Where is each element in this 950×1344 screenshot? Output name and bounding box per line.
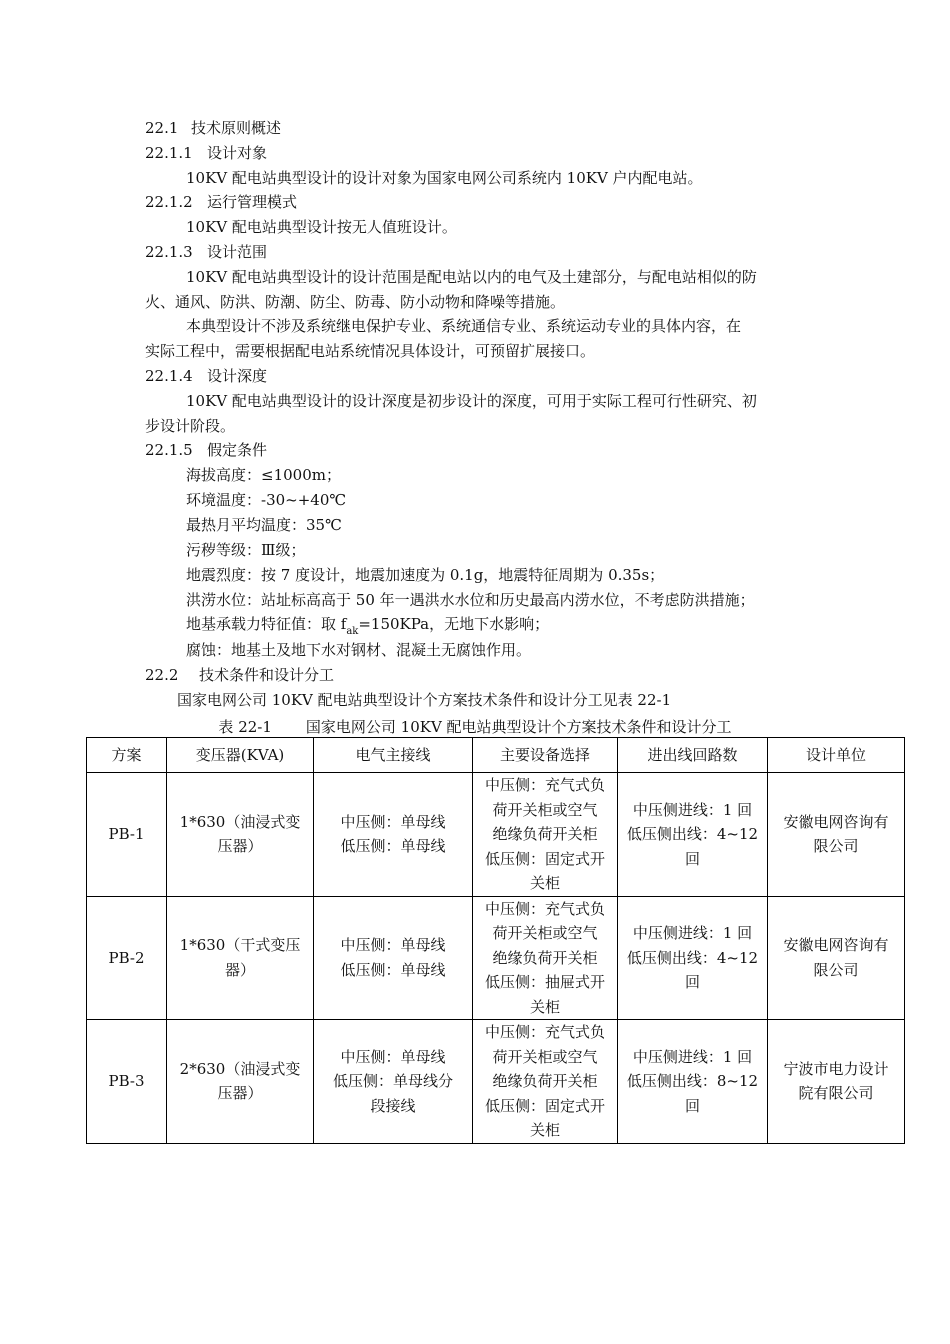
header-equipment: 主要设备选择 [473,738,618,773]
condition-item: 地震烈度：按 7 度设计，地震加速度为 0.1g，地震特征周期为 0.35s； [186,566,665,584]
cell-equipment [473,773,618,897]
cell-line: 低压侧出线：4~12 [626,948,759,967]
cell-line: 1*630（油浸式变 [179,812,301,831]
paragraph-line: 步设计阶段。 [145,417,236,435]
cell-line: 限公司 [813,960,859,979]
cell-line: 段接线 [370,1096,416,1115]
cell-line: 关柜 [529,874,560,892]
cell-line: 绝缘负荷开关柜 [492,825,598,843]
cell-line: 中压侧进线：1 回 [632,800,753,819]
heading-number: 22.1 [145,119,179,137]
cell-line: 安徽电网咨询有 [783,812,889,831]
paragraph-line: 实际工程中，需要根据配电站系统情况具体设计，可预留扩展接口。 [145,342,596,360]
heading-22-1-5 [145,440,267,460]
cell-line: 关柜 [529,997,560,1016]
heading-title: 技术原则概述 [191,119,282,137]
condition-item-bearing [186,614,549,637]
cell-line: 中压侧进线：1 回 [632,1047,753,1066]
table-caption-title: 国家电网公司 10KV 配电站典型设计个方案技术条件和设计分工 [305,718,732,736]
cell-line: 低压侧：固定式开 [484,1096,605,1115]
heading-22-1-1 [145,143,267,163]
condition-item: 环境温度：-30~+40℃ [186,491,347,509]
condition-item: 最热月平均温度：35℃ [186,516,342,534]
cell-line: 低压侧：单母线 [340,837,446,856]
header-transformer: 变压器(KVA) [167,738,314,773]
cell-scheme: PB-2 [87,896,167,1020]
table-caption-number: 表 22-1 [218,718,272,736]
cell-designer [768,1020,905,1144]
paragraph-line: 10KV 配电站典型设计的设计深度是初步设计的深度，可用于实际工程可行性研究、初 [186,392,757,410]
cell-wiring [314,1020,473,1144]
cell-line: 2*630（油浸式变 [179,1059,301,1078]
cell-line: 安徽电网咨询有 [783,936,889,955]
cell-line: 中压侧进线：1 回 [632,924,753,942]
cell-line: 低压侧：单母线 [340,960,446,979]
cell-line: 中压侧：单母线 [340,1047,446,1066]
header-wiring: 电气主接线 [314,738,473,773]
cell-line: 回 [684,1096,700,1115]
cell-line: 绝缘负荷开关柜 [492,1072,598,1090]
cell-equipment [473,1020,618,1144]
header-designer: 设计单位 [768,738,905,773]
cell-line: 低压侧：固定式开 [484,849,605,868]
cell-line: 荷开关柜或空气 [492,1047,598,1066]
heading-title: 设计对象 [207,144,268,162]
bearing-text: 地基承载力特征值：取 f [186,615,347,633]
cell-transformer [167,1020,314,1144]
cell-line: 荷开关柜或空气 [492,924,598,942]
heading-title: 技术条件和设计分工 [199,666,335,684]
heading-number: 22.1.3 [145,243,193,261]
bearing-subscript: ak [346,626,359,637]
cell-transformer [167,773,314,897]
table-row [87,1020,905,1144]
cell-circuits [618,773,768,897]
cell-line: 中压侧：单母线 [340,936,446,955]
cell-line: 低压侧出线：4~12 [626,825,759,843]
cell-line: 绝缘负荷开关柜 [492,948,598,967]
cell-circuits [618,1020,768,1144]
heading-title: 运行管理模式 [207,193,298,211]
cell-wiring [314,896,473,1020]
bearing-value: =150KPa，无地下水影响； [358,615,550,633]
cell-line: 院有限公司 [798,1084,874,1103]
heading-title: 假定条件 [207,441,268,459]
cell-scheme: PB-3 [87,1020,167,1144]
heading-number: 22.1.4 [145,367,193,385]
cell-line: 回 [684,849,700,868]
cell-line: 回 [684,973,700,991]
table-caption [0,717,950,737]
paragraph: 10KV 配电站典型设计按无人值班设计。 [186,218,457,236]
heading-number: 22.2 [145,666,179,684]
cell-line: 中压侧：单母线 [340,812,446,831]
cell-equipment [473,896,618,1020]
condition-item: 海拔高度：≤1000m； [186,466,341,484]
cell-designer [768,773,905,897]
cell-line: 压器） [217,837,263,856]
cell-designer [768,896,905,1020]
condition-item: 腐蚀：地基土及地下水对钢材、混凝土无腐蚀作用。 [186,641,532,659]
paragraph: 国家电网公司 10KV 配电站典型设计个方案技术条件和设计分工见表 22-1 [177,691,672,709]
cell-line: 中压侧：充气式负 [484,899,605,918]
cell-wiring [314,773,473,897]
cell-line: 低压侧：抽屉式开 [484,973,605,991]
condition-item: 污秽等级：Ⅲ级； [186,541,306,559]
paragraph-line: 10KV 配电站典型设计的设计范围是配电站以内的电气及土建部分，与配电站相似的防 [186,268,757,286]
heading-number: 22.1.5 [145,441,193,459]
heading-title: 设计范围 [207,243,268,261]
paragraph-line: 本典型设计不涉及系统继电保护专业、系统通信专业、系统运动专业的具体内容，在 [186,317,742,335]
cell-transformer [167,896,314,1020]
table-row [87,896,905,1020]
cell-line: 限公司 [813,837,859,856]
heading-22-2 [145,665,334,685]
paragraph: 10KV 配电站典型设计的设计对象为国家电网公司系统内 10KV 户内配电站。 [186,169,703,187]
cell-line: 1*630（干式变压 [179,936,301,955]
table-row [87,773,905,897]
paragraph-line: 火、通风、防洪、防潮、防尘、防毒、防小动物和降噪等措施。 [145,293,566,311]
heading-22-1-2 [145,192,297,212]
cell-line: 宁波市电力设计 [783,1059,889,1078]
cell-line: 器） [224,960,255,979]
heading-number: 22.1.1 [145,144,193,162]
heading-title: 设计深度 [207,367,268,385]
cell-scheme: PB-1 [87,773,167,897]
header-scheme: 方案 [87,738,167,773]
cell-line: 低压侧：单母线分 [332,1072,453,1090]
heading-22-1-3 [145,242,267,262]
cell-line: 低压侧出线：8~12 [626,1072,759,1090]
cell-line: 压器） [217,1084,263,1103]
table-header-row [87,738,905,773]
cell-line: 中压侧：充气式负 [484,776,605,794]
cell-line: 中压侧：充气式负 [484,1023,605,1041]
scheme-table [86,737,905,1144]
heading-22-1-4 [145,366,267,386]
condition-item: 洪涝水位：站址标高高于 50 年一遇洪水水位和历史最高内涝水位，不考虑防洪措施； [186,591,755,609]
cell-circuits [618,896,768,1020]
heading-22-1 [145,118,281,138]
cell-line: 关柜 [529,1121,560,1139]
header-circuits: 进出线回路数 [618,738,768,773]
heading-number: 22.1.2 [145,193,193,211]
cell-line: 荷开关柜或空气 [492,800,598,819]
